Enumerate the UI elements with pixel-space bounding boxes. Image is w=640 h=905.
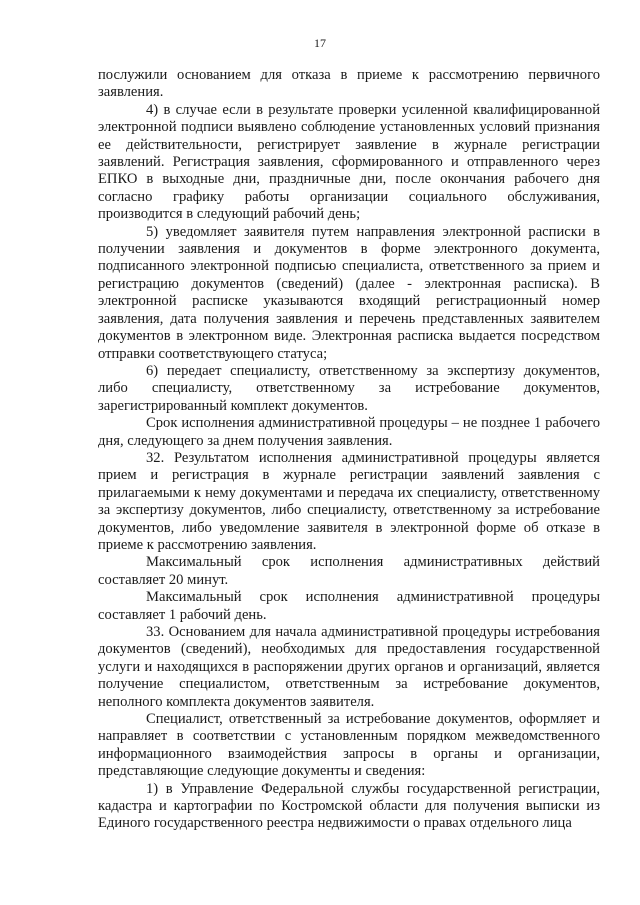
paragraph-continuation: послужили основанием для отказа в приеме к рассмотрению первичного заявления. bbox=[98, 67, 600, 101]
paragraph-max-actions: Максимальный срок исполнения административных действий составляет 20 минут. bbox=[98, 554, 600, 588]
paragraph-max-procedure: Максимальный срок исполнения административной процедуры составляет 1 рабочий день. bbox=[98, 589, 600, 623]
page-number: 17 bbox=[314, 36, 326, 50]
paragraph-33: 33. Основанием для начала административной процедуры истребования документов (сведений), необходимых для предоставления государственной услуги и находящихся в распоряжении других органов и организаций, является получение специалистом, ответственным за истребование документов, неполного комплекта документов заявителя. bbox=[98, 624, 600, 710]
paragraph-list-item-1: 1) в Управление Федеральной службы государственной регистрации, кадастра и картографии по Костромской области для получения выписки из Единого государственного реестра недвижимости о правах отдельного лица bbox=[98, 780, 600, 832]
paragraph-item-5: 5) уведомляет заявителя путем направления электронной расписки в получении заявления и документов в форме электронного документа, подписанного электронной подписью специалиста, ответственного за прием и регистрацию документов (сведений) (далее - электронная расписка). В электронной расписке указываются входящий регистрационный номер заявления, дата получения заявления и перечень представленных заявителем документов в электронном виде. Электронная расписка выдается посредством отправки соответствующего статуса; bbox=[98, 223, 600, 362]
paragraph-specialist: Специалист, ответственный за истребование документов, оформляет и направляет в соответствии с установленным порядком межведомственного информационного взаимодействия запросы в органы и организации, представляющие следующие документы и сведения: bbox=[98, 711, 600, 780]
paragraph-32: 32. Результатом исполнения административной процедуры является прием и регистрация в журнале регистрации заявлений заявления с прилагаемыми к нему документами и передача их специалисту, ответственному за экспертизу документов, либо специалисту, ответственному за истребование документов, либо уведомление заявителя в электронной форме об отказе в приеме к рассмотрению заявления. bbox=[98, 449, 600, 553]
paragraph-deadline: Срок исполнения административной процедуры – не позднее 1 рабочего дня, следующего за днем получения заявления. bbox=[98, 415, 600, 449]
document-body bbox=[98, 67, 600, 833]
paragraph-item-4: 4) в случае если в результате проверки усиленной квалифицированной электронной подписи выявлено соблюдение установленных условий признания ее действительности, регистрирует заявление в журнале регистрации заявлений. Регистрация заявления, сформированного и отправленного через ЕПКО в выходные дни, праздничные дни, после окончания рабочего дня согласно графику работы организации социального обслуживания, производится в следующий рабочий день; bbox=[98, 101, 600, 223]
paragraph-item-6: 6) передает специалисту, ответственному за экспертизу документов, либо специалисту, ответственному за истребование документов, зарегистрированный комплект документов. bbox=[98, 362, 600, 414]
